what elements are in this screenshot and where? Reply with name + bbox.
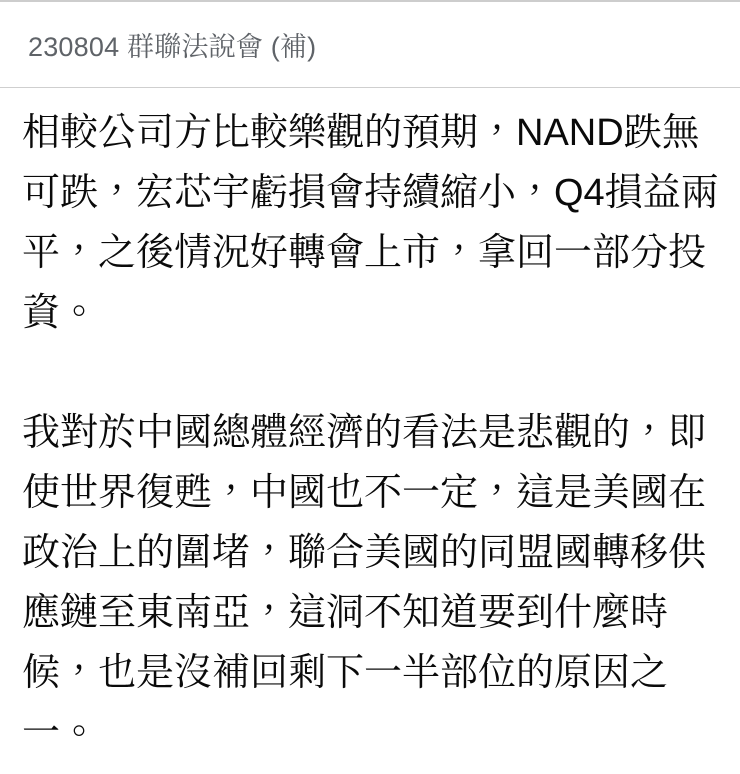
document-title: 230804 群聯法說會 (補) <box>28 32 317 62</box>
paragraph-2: 我對於中國總體經濟的看法是悲觀的，即使世界復甦，中國也不一定，這是美國在政治上的圍堵，聯合美國的同盟國轉移供應鏈至東南亞，這洞不知道要到什麼時候，也是沒補回剩下一半部位的原因之一。 <box>22 412 707 754</box>
paragraph-1: 相較公司方比較樂觀的預期，NAND跌無可跌，宏芯宇虧損會持續縮小，Q4損益兩平，之後情況好轉會上市，拿回一部分投資。 <box>22 112 719 334</box>
document-header <box>0 2 740 88</box>
document-body[interactable] <box>0 88 740 763</box>
